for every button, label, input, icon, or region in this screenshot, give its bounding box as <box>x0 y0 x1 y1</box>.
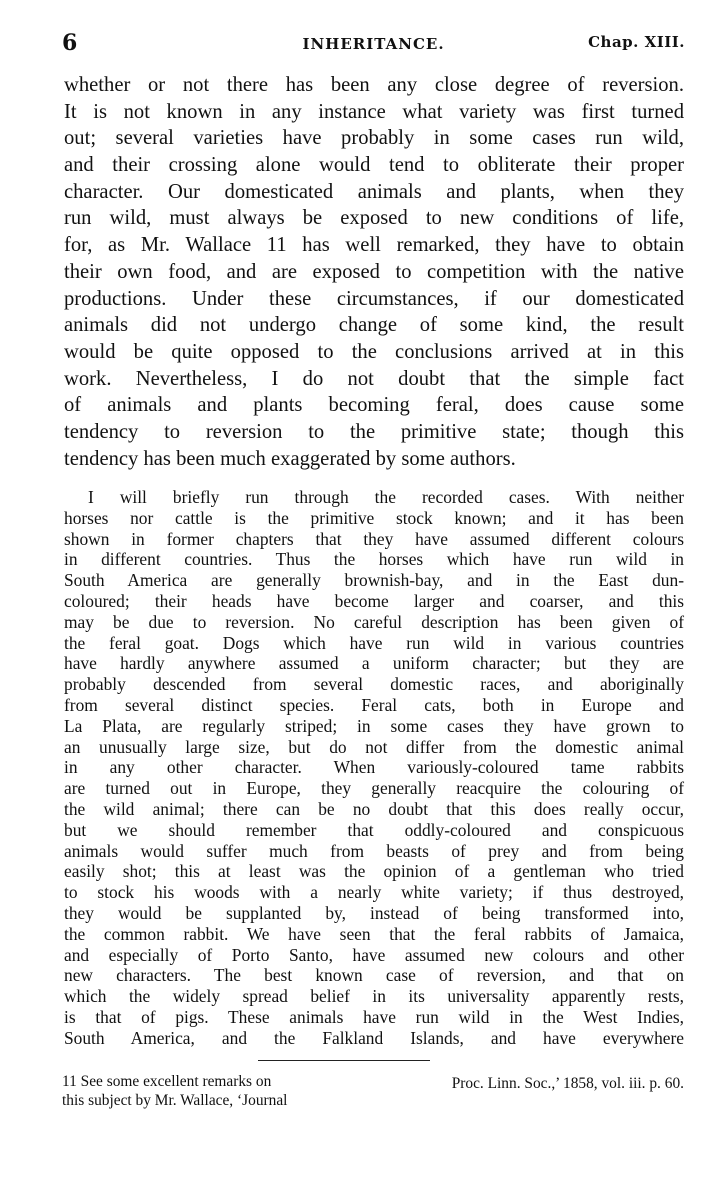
page-number: 6 <box>62 30 78 56</box>
footnote-line: this subject by Mr. Wallace, ‘Journal <box>62 1092 288 1109</box>
text-line: productions. Under these circumstances, if our domesticated <box>64 287 684 310</box>
running-header <box>62 30 685 60</box>
text-line: and especially of Porto Santo, have assumed new colours and other <box>64 944 684 965</box>
text-line: tendency to reversion to the primitive state; though this <box>64 420 684 443</box>
text-line: they would be supplanted by, instead of being transformed into, <box>64 902 684 923</box>
text-line: the wild animal; there can be no doubt that this does really occur, <box>64 798 684 819</box>
text-line: are turned out in Europe, they generally reacquire the colouring of <box>64 778 684 799</box>
text-line: whether or not there has been any close degree of reversion. <box>64 74 684 96</box>
text-line: horses nor cattle is the primitive stock known; and it has been <box>64 507 684 528</box>
text-line: South America, and the Falkland Islands, and have everywhere <box>64 1027 684 1048</box>
footnote-line: 11 See some excellent remarks on <box>62 1073 272 1090</box>
text-line: coloured; their heads have become larger and coarser, and this <box>64 590 684 611</box>
text-line: in different countries. Thus the horses which have run wild in <box>64 549 684 570</box>
text-line: for, as Mr. Wallace 11 has well remarked, they have to obtain <box>64 234 684 257</box>
footnote-line: Proc. Linn. Soc.,’ 1858, vol. iii. p. 60. <box>451 1075 684 1092</box>
paragraph-recorded-cases <box>64 487 684 1049</box>
text-line: and their crossing alone would tend to obliterate their proper <box>64 154 684 177</box>
text-line: I will briefly run through the recorded cases. With neither <box>88 487 684 507</box>
text-line: the feral goat. Dogs which have run wild in various countries <box>64 632 684 653</box>
footnote-rule <box>258 1060 430 1061</box>
text-line: new characters. The best known case of reversion, and that on <box>64 965 684 986</box>
text-line: may be due to reversion. No careful description has been given of <box>64 611 684 632</box>
text-line: is that of pigs. These animals have run wild in the West Indies, <box>64 1006 684 1027</box>
text-line: tendency has been much exaggerated by some authors. <box>64 447 516 470</box>
text-line: in any other character. When variously-coloured tame rabbits <box>64 757 684 778</box>
text-line: La Plata, are regularly striped; in some cases they have grown to <box>64 715 684 736</box>
text-line: run wild, must always be exposed to new conditions of life, <box>64 207 684 230</box>
text-line: character. Our domesticated animals and plants, when they <box>64 180 684 203</box>
text-line: animals would suffer much from beasts of prey and from being <box>64 840 684 861</box>
text-line: an unusually large size, but do not differ from the domestic animal <box>64 736 684 757</box>
text-line: animals did not undergo change of some kind, the result <box>64 314 684 337</box>
text-line: shown in former chapters that they have assumed different colours <box>64 528 684 549</box>
chapter-label: Chap. XIII. <box>588 33 685 51</box>
text-line: out; several varieties have probably in some cases run wild, <box>64 127 684 150</box>
footnote-left <box>62 1072 362 1110</box>
text-line: easily shot; this at least was the opinion of a gentleman who tried <box>64 861 684 882</box>
text-line: South America are generally brownish-bay, and in the East dun- <box>64 570 684 591</box>
text-line: It is not known in any instance what variety was first turned <box>64 100 684 123</box>
text-line: from several distinct species. Feral cats, both in Europe and <box>64 694 684 715</box>
text-line: of animals and plants becoming feral, does cause some <box>64 394 684 417</box>
text-line: to stock his woods with a nearly white variety; if thus destroyed, <box>64 882 684 903</box>
text-line: would be quite opposed to the conclusions arrived at in this <box>64 340 684 363</box>
text-line: probably descended from several domestic races, and aboriginally <box>64 674 684 695</box>
text-line: but we should remember that oddly-coloured and conspicuous <box>64 819 684 840</box>
text-line: work. Nevertheless, I do not doubt that the simple fact <box>64 367 684 390</box>
footnote-right <box>384 1074 684 1093</box>
paragraph-continued <box>64 72 684 472</box>
text-line: their own food, and are exposed to competition with the native <box>64 260 684 283</box>
text-line: have hardly anywhere assumed a uniform character; but they are <box>64 653 684 674</box>
text-line: which the widely spread belief in its universality apparently rests, <box>64 986 684 1007</box>
text-line: the common rabbit. We have seen that the feral rabbits of Jamaica, <box>64 923 684 944</box>
running-title: INHERITANCE. <box>302 35 445 53</box>
